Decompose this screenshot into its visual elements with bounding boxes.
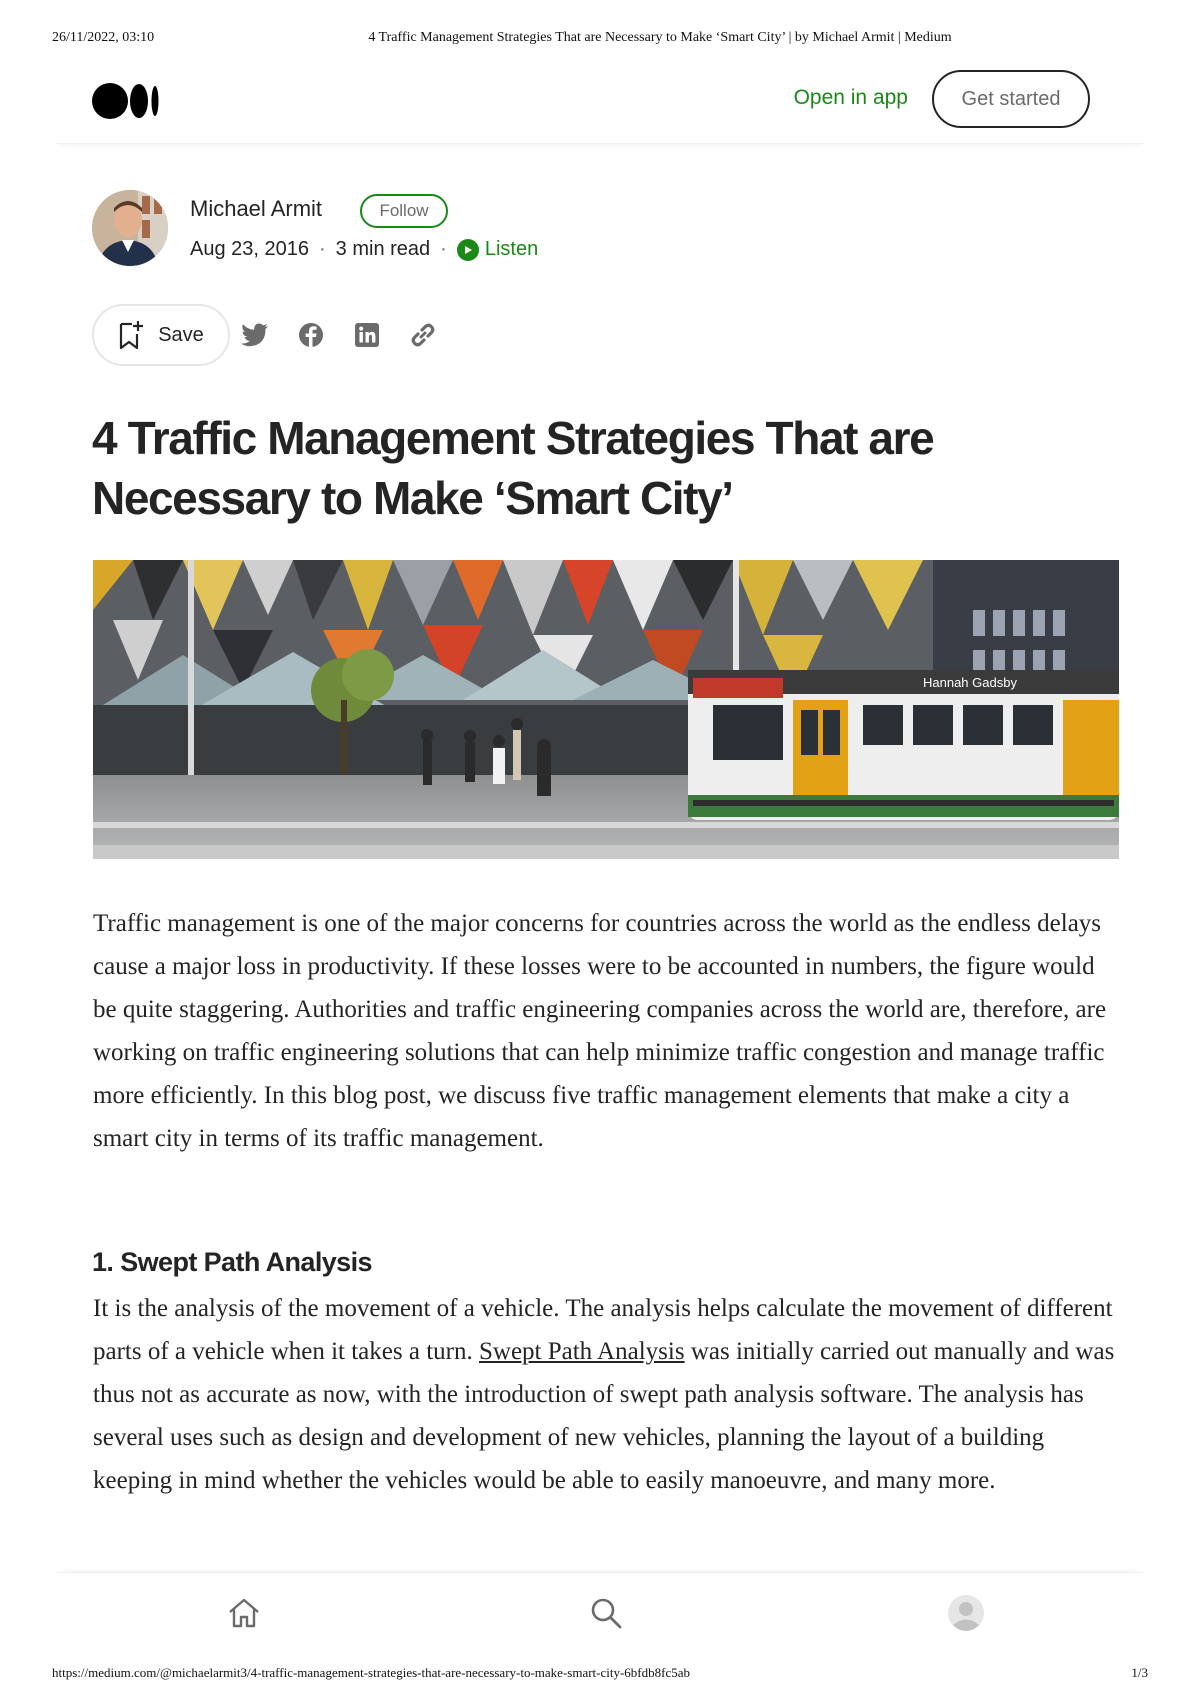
tram-sign: Hannah Gadsby	[923, 675, 1017, 690]
read-time: 3 min read	[335, 238, 431, 260]
print-page-number: 1/3	[1131, 1665, 1148, 1680]
paragraph-2-text-before: It is the analysis of the movement of a vehicle. The analysis helps calculate the movement of different parts of a vehicle when it takes a turn.	[93, 1295, 1113, 1365]
search-icon[interactable]	[586, 1593, 626, 1633]
author-avatar[interactable]	[92, 190, 168, 266]
top-navbar	[56, 62, 1144, 144]
article-title	[92, 408, 1092, 528]
author-block	[92, 190, 812, 270]
bottom-nav	[56, 1572, 1144, 1658]
bookmark-add-icon	[118, 320, 144, 350]
listen-label: Listen	[484, 238, 539, 260]
listen-button[interactable]	[457, 238, 538, 261]
save-button[interactable]	[92, 304, 230, 366]
print-title: 4 Traffic Management Strategies That are Necessary to Make ‘Smart City’ | by Michael Armit | Medium	[368, 30, 952, 45]
section-heading-swept-path: 1. Swept Path Analysis	[92, 1247, 372, 1277]
article-paragraph-2	[93, 1287, 1119, 1502]
get-started-button[interactable]: Get started	[932, 70, 1090, 128]
author-name[interactable]: Michael Armit	[190, 196, 323, 221]
medium-logo-icon[interactable]	[92, 82, 164, 120]
profile-icon[interactable]	[946, 1593, 986, 1633]
twitter-icon[interactable]	[240, 320, 270, 350]
print-url: https://medium.com/@michaelarmit3/4-traffic-management-strategies-that-are-necessary-to-make-smart-city-6bfdb8fc5ab	[52, 1665, 691, 1680]
article-title-line2: Necessary to Make ‘Smart City’	[92, 472, 733, 524]
meta-separator: ·	[440, 238, 447, 260]
article-actions	[92, 304, 512, 366]
article-title-line1: 4 Traffic Management Strategies That are	[92, 412, 934, 464]
article-meta	[190, 238, 538, 261]
print-header	[52, 30, 1148, 50]
paragraph-2-text-after: was initially carried out manually and was thus not as accurate as now, with the introduction of swept path analysis software. The analysis has several uses such as design and development of new vehicles, planning the layout of a building keeping in mind whether the vehicles would be able to easily manoeuvre, and many more.	[93, 1338, 1115, 1494]
save-label: Save	[158, 323, 204, 346]
play-icon	[457, 239, 479, 261]
follow-button[interactable]: Follow	[360, 194, 448, 228]
hero-image	[93, 560, 1119, 859]
publish-date: Aug 23, 2016	[190, 238, 309, 260]
facebook-icon[interactable]	[296, 320, 326, 350]
print-date: 26/11/2022, 03:10	[52, 30, 155, 45]
open-in-app-link[interactable]: Open in app	[793, 86, 908, 109]
meta-separator: ·	[319, 238, 326, 260]
print-footer	[52, 1665, 1148, 1683]
swept-path-analysis-link[interactable]: Swept Path Analysis	[478, 1338, 685, 1365]
article-paragraph-1: Traffic management is one of the major concerns for countries across the world as the endless delays cause a major loss in productivity. If these losses were to be accounted in numbers, the figure would be quite staggering. Authorities and traffic engineering companies across the world are, therefore, are working on traffic engineering solutions that can help minimize traffic congestion and manage traffic more efficiently. In this blog post, we discuss five traffic management elements that make a city a smart city in terms of its traffic management.	[93, 910, 1107, 1152]
linkedin-icon[interactable]	[352, 320, 382, 350]
home-icon[interactable]	[224, 1593, 264, 1633]
link-icon[interactable]	[408, 320, 438, 350]
